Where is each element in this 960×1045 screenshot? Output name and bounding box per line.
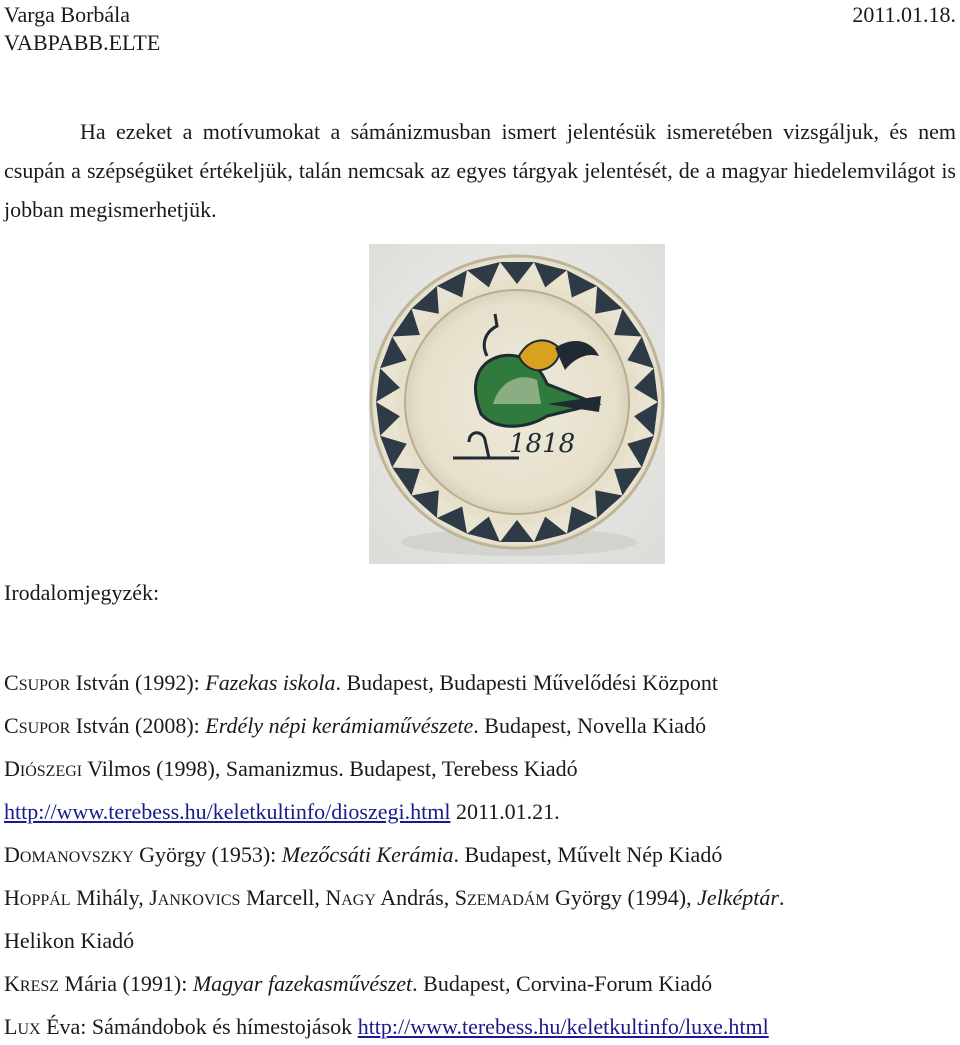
plate-photo: [369, 244, 665, 564]
document-date: 2011.01.18.: [852, 2, 956, 27]
lux-link[interactable]: http://www.terebess.hu/keletkultinfo/luxe.html: [357, 1014, 769, 1039]
reference-6: KRESZ Mária (1991): Magyar fazekasművészet. Budapest, Corvina-Forum Kiadó: [4, 971, 713, 996]
author-name: Varga Borbála: [4, 2, 131, 27]
ceramic-plate-image: [369, 244, 665, 564]
reference-5-publisher: Helikon Kiadó: [4, 928, 135, 953]
plate-year: 1818: [509, 429, 576, 459]
reference-2: CSUPOR István (2008): Erdély népi kerámiaművészete. Budapest, Novella Kiadó: [4, 713, 707, 738]
dioszegi-link[interactable]: http://www.terebess.hu/keletkultinfo/dioszegi.html: [4, 799, 451, 824]
reference-3-url-line: http://www.terebess.hu/keletkultinfo/dioszegi.html 2011.01.21.: [4, 799, 560, 824]
reference-3: DIÓSZEGI Vilmos (1998), Samanizmus. Budapest, Terebess Kiadó: [4, 756, 578, 781]
reference-4: DOMANOVSZKY György (1953): Mezőcsáti Kerámia. Budapest, Művelt Nép Kiadó: [4, 842, 723, 867]
reference-1: CSUPOR István (1992): Fazekas iskola. Budapest, Budapesti Művelődési Központ: [4, 670, 718, 695]
institution: VABPABB.ELTE: [4, 30, 161, 55]
body-paragraph: Ha ezeket a motívumokat a sámánizmusban ismert jelentésük ismeretében vizsgáljuk, és nem csupán a szépségüket értékeljük, talán nemcsak az egyes tárgyak jelentését, de a magyar hiedelemvilágot is jobban megismerhetjük.: [4, 119, 956, 222]
reference-5: HOPPÁL Mihály, JANKOVICS Marcell, NAGY András, SZEMADÁM György (1994), Jelképtár.: [4, 885, 785, 910]
bibliography-heading: Irodalomjegyzék:: [4, 580, 160, 605]
reference-7: LUX Éva: Sámándobok és hímestojások http://www.terebess.hu/keletkultinfo/luxe.html: [4, 1014, 769, 1039]
